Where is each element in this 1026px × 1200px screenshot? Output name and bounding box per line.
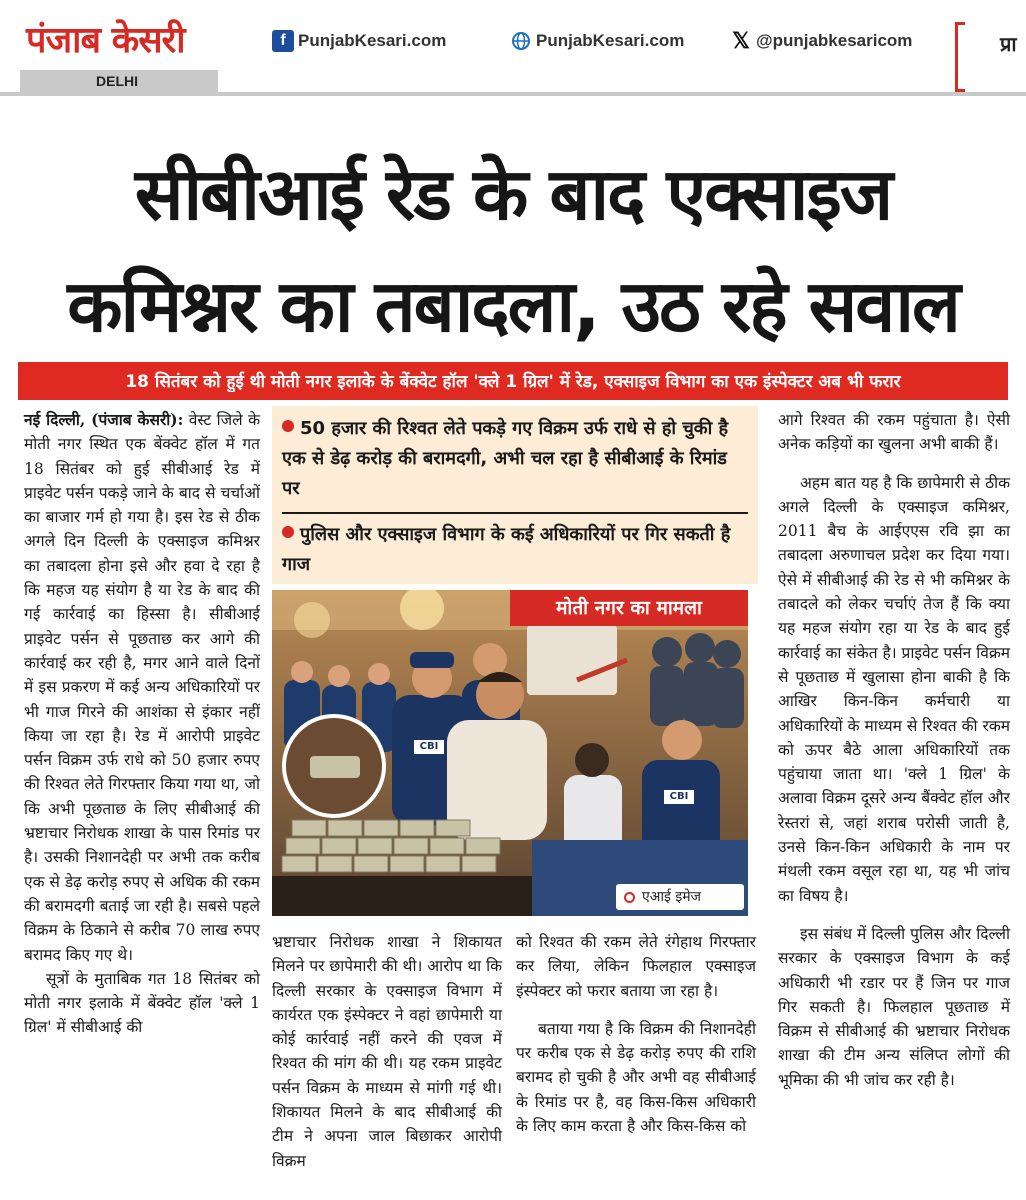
social-website: [510, 30, 684, 52]
newspaper-logo: [20, 8, 222, 68]
article-paragraph: बताया गया है कि विक्रम की निशानदेही पर करीब एक से डेढ़ करोड़ रुपए की राशि बरामद हो चुकी है और अभी वह सीबीआई के रिमांड पर है, वह किस-किस अधिकारी के लिए काम करता है और किस-किस को: [516, 1019, 756, 1136]
highlight-item: [282, 520, 742, 580]
highlights-box: [272, 406, 758, 584]
edition-label: [20, 70, 218, 92]
image-tag: मोती नगर का मामला: [510, 590, 748, 626]
headline: [18, 138, 1008, 362]
article-column-1: [24, 408, 260, 1040]
facebook-icon: f: [272, 30, 294, 52]
social-facebook: [272, 30, 446, 52]
masthead: [0, 0, 1026, 96]
article-column-3: [516, 930, 756, 1138]
article-column-4: [778, 408, 1010, 1092]
corner-bracket: [955, 22, 965, 92]
highlight-text: पुलिस और एक्साइज विभाग के कई अधिकारियों पर गिर सकती है गाज: [282, 524, 731, 575]
subhead-band: [18, 362, 1008, 400]
bullet-icon: [282, 526, 294, 538]
highlight-item: [282, 414, 742, 504]
social-x: [730, 30, 912, 52]
cbi-badge: CBI: [414, 740, 444, 754]
x-icon: 𝕏: [730, 30, 752, 52]
article-illustration: [272, 590, 748, 916]
article-paragraph: [24, 408, 260, 967]
globe-icon: [510, 30, 532, 52]
headline-line-2: कमिश्नर का तबादला, उठ रहे सवाल: [67, 264, 959, 348]
highlight-divider: [282, 512, 748, 514]
cut-off-text: प्रा: [1000, 32, 1017, 56]
dateline: नई दिल्ली, (पंजाब केसरी):: [24, 410, 184, 429]
image-credit: [616, 884, 744, 910]
paragraph-text: वेस्ट जिले के मोती नगर स्थित एक बेंक्वेट हॉल में गत 18 सितंबर को हुई सीबीआई रेड में प्राइवेट पर्सन पकड़े जाने के बाद से चर्चाओं का बाजार गर्म हो गया है। इस रेड से ठीक अगले दिन दिल्ली के एक्साइज कमिश्नर का तबादला होना इसे और हवा दे रहा है कि महज यह संयोग है या रेड के बाद की गई कार्रवाई का हिस्सा है। सीबीआई प्राइवेट पर्सन से पूछताछ कर आगे की कार्रवाई कर रही है, मगर आने वाले दिनों में इस प्रकरण में कई अन्य अधिकारियों पर भी गाज गिरने की आशंका से इंकार नहीं किया जा रहा है। रेड में आरोपी प्राइवेट पर्सन विक्रम उर्फ राधे को 50 हजार रुपए की रिश्वत लेते गिरफ्तार किया गया था, जो कि अभी पूछताछ के लिए सीबीआई की भ्रष्टाचार निरोधक शाखा के पास रिमांड पर है। उसकी निशानदेही पर अभी तक करीब एक से डेढ़ करोड़ रुपए से अधिक की रकम की बरामदगी बताई जा रही है। सबसे पहले विक्रम के ठिकाने से करीब 70 लाख रुपए बरामद किए गए थे।: [24, 411, 260, 964]
social-website-label: PunjabKesari.com: [536, 31, 685, 50]
article-paragraph: को रिश्वत की रकम लेते रंगेहाथ गिरफ्तार कर लिया, लेकिन फिलहाल एक्साइज इंस्पेक्टर को फरार बताया जा रहा है।: [516, 933, 756, 1000]
article-column-2: [272, 930, 502, 1173]
record-dot-icon: [624, 892, 635, 903]
social-facebook-label: PunjabKesari.com: [298, 31, 447, 50]
article-paragraph: अहम बात यह है कि छापेमारी से ठीक अगले दिल्ली के एक्साइज कमिश्नर, 2011 बैच के आईएएस रवि झा का तबादला अरुणाचल प्रदेश कर दिया गया। ऐसे में सीबीआई की रेड से भी कमिश्नर के तबादले को लेकर चर्चाएं तेज हैं कि क्या यह महज संयोग रहा या रेड के बाद हुई कार्रवाई का संकेत है। प्राइवेट पर्सन विक्रम से पूछताछ में खुलासा होना बाकी है कि आखिर किन-किन कर्मचारी या अधिकारियों के माध्यम से रिश्वत की रकम को ऊपर बैठे आला अधिकारियों तक पहुंचाया जाता था। 'क्ले 1 ग्रिल' के अलावा विक्रम दूसरे अन्य बैंक्वेट हॉल और रेस्तरां से, जहां शराब परोसी जाती है, उनसे किन-किन अधिकारी के नाम पर मंथली रकम वसूल रहा था, यह भी जांच का विषय है।: [778, 473, 1010, 905]
article-paragraph: भ्रष्टाचार निरोधक शाखा ने शिकायत मिलने पर छापेमारी की थी। आरोप था कि दिल्ली सरकार के एक्साइज विभाग में कार्यरत एक इंस्पेक्टर ने वहां छापेमारी या कोई कार्रवाई नहीं करने की एवज में रिश्वत की मांग की थी। यह रकम प्राइवेट पर्सन विक्रम के माध्यम से मांगी गई थी। शिकायत मिलने के बाद सीबीआई की टीम ने अपना जाल बिछाकर आरोपी विक्रम: [272, 933, 502, 1170]
illustration-scene: [272, 590, 748, 916]
highlight-text: 50 हजार की रिश्वत लेते पकड़े गए विक्रम उर्फ राधे से हो चुकी है एक से डेढ़ करोड़ की बरामदगी, अभी चल रहा है सीबीआई के रिमांड पर: [282, 418, 729, 499]
edition-text: DELHI: [96, 73, 138, 89]
article-paragraph: सूत्रों के मुताबिक गत 18 सितंबर को मोती नगर इलाके में बेंक्वेट हॉल 'क्ले 1 ग्रिल' में सीबीआई की: [24, 969, 260, 1037]
headline-line-1: सीबीआई रेड के बाद एक्साइज: [134, 152, 892, 236]
article-paragraph: इस संबंध में दिल्ली पुलिस और दिल्ली सरकार के एक्साइज विभाग के कई अधिकारी भी रडार पर हैं जिन पर गाज गिर सकती है। फिलहाल पूछताछ में विक्रम से सीबीआई की भ्रष्टाचार निरोधक शाखा की टीम अन्य संलिप्त लोगों की भूमिका की भी जांच कर रही है।: [778, 924, 1010, 1089]
cbi-badge: CBI: [664, 790, 694, 804]
image-credit-text: एआई इमेज: [642, 889, 702, 905]
bullet-icon: [282, 420, 294, 432]
article-paragraph: आगे रिश्वत की रकम पहुंचाता है। ऐसी अनेक कड़ियों का खुलना अभी बाकी हैं।: [778, 411, 1010, 454]
masthead-rule: [0, 92, 1026, 96]
social-x-label: @punjabkesaricom: [756, 31, 913, 50]
logo-text: पंजाब केसरी: [26, 19, 185, 61]
subhead-text: 18 सितंबर को हुई थी मोती नगर इलाके के बेंक्वेट हॉल 'क्ले 1 ग्रिल' में रेड, एक्साइज विभाग का एक इंस्पेक्टर अब भी फरार: [125, 372, 901, 392]
